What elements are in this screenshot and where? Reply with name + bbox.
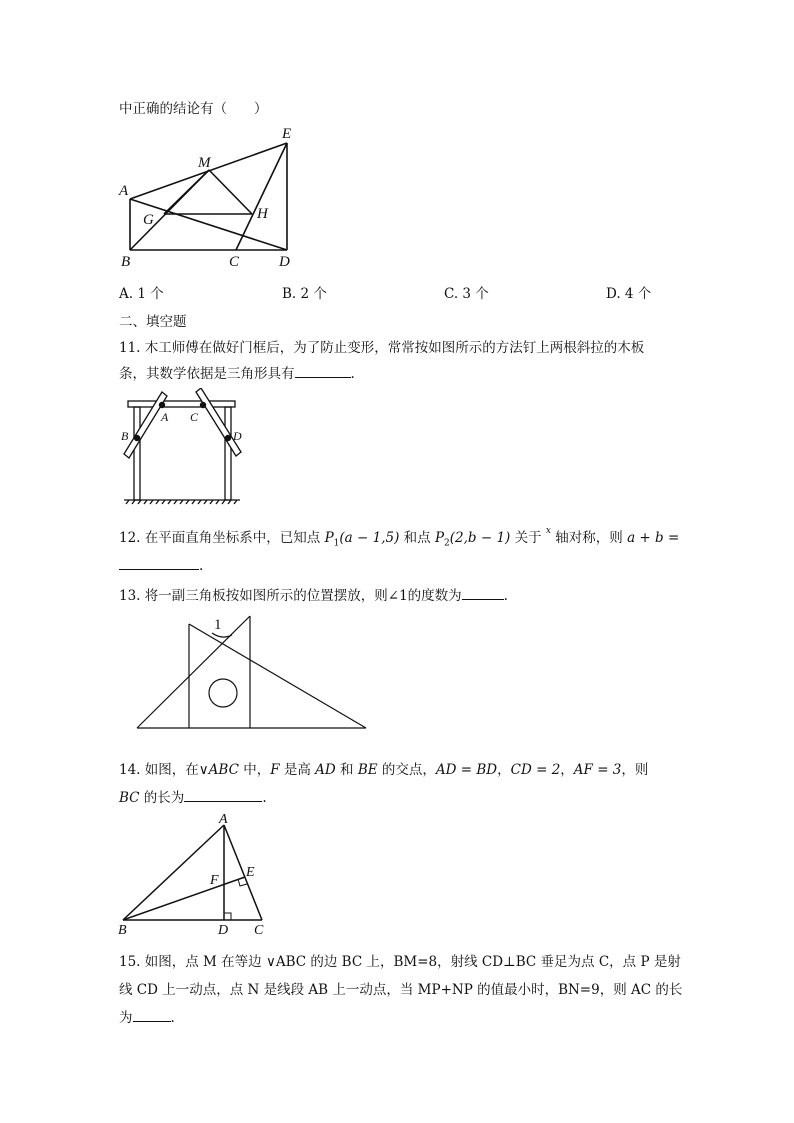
q14-sep2: ， — [560, 762, 574, 778]
q12-p2: P — [434, 530, 445, 546]
q14-cond2: CD = 2 — [510, 762, 561, 778]
q12-expr: a + b = — [627, 530, 680, 546]
q14-label-A: A — [219, 812, 228, 827]
q14-AD: AD — [315, 762, 336, 778]
q15-end: . — [170, 1010, 175, 1026]
q14-text-3: 是高 — [279, 762, 316, 778]
q12-p1-coord: (a − 1,5) — [339, 530, 400, 546]
q10-option-a: A. 1 个 — [119, 286, 164, 302]
q10-label-E: E — [282, 126, 292, 142]
q10-label-D: D — [279, 254, 290, 270]
q11-label-B: B — [121, 429, 129, 443]
q13-angle-label: 1 — [214, 617, 222, 633]
q10-label-B: B — [121, 254, 131, 270]
q15-line1: 15. 如图，点 M 在等边 ∨ABC 的边 BC 上，BM=8，射线 CD⊥BC 垂足为点 C，点 P 是射 — [119, 954, 681, 970]
q10-label-H: H — [257, 206, 268, 222]
q14-text-4: 和 — [335, 762, 358, 778]
q12-end: . — [199, 558, 204, 574]
q10-figure — [112, 120, 312, 272]
q14-line2 — [119, 786, 267, 806]
q12-text-1: 12. 在平面直角坐标系中，已知点 — [119, 530, 325, 546]
q14-F: F — [270, 762, 280, 778]
q10-label-C: C — [229, 254, 240, 270]
q10-label-M: M — [198, 155, 211, 171]
q10-option-d: D. 4 个 — [606, 286, 652, 302]
q12-p2-coord: (2,b − 1) — [449, 530, 511, 546]
q12-p1: P — [324, 530, 334, 546]
q12-line2 — [119, 555, 203, 574]
q14-label-D: D — [218, 923, 229, 938]
q14-label-C: C — [254, 923, 264, 938]
q14-line1 — [119, 758, 648, 778]
q11-label-C: C — [190, 410, 199, 424]
q10-option-b: B. 2 个 — [282, 286, 327, 302]
q11-label-A: A — [161, 410, 169, 424]
q11-figure — [118, 388, 244, 508]
q14-figure — [112, 808, 274, 938]
q14-text-5: 的交点， — [377, 762, 436, 778]
q11-answer-blank[interactable] — [295, 363, 351, 378]
q12-answer-blank[interactable] — [119, 555, 199, 570]
q14-cond1: AD = BD — [435, 762, 498, 778]
q15-text-3: 为 — [119, 1010, 133, 1026]
q12-x: x — [545, 526, 551, 536]
q14-text-6: ，则 — [621, 762, 649, 778]
q13-answer-blank[interactable] — [462, 585, 504, 600]
q12-text-2: 和点 — [399, 530, 435, 546]
q12-text-4: 轴对称，则 — [550, 530, 628, 546]
q12-p1-sub: 1 — [333, 538, 340, 549]
q15-line2: 线 CD 上一动点，点 N 是线段 AB 上一动点，当 MP+NP 的值最小时，BN=9，则 AC 的长 — [119, 982, 683, 998]
q13-line — [119, 584, 508, 604]
q14-sep1: ， — [497, 762, 511, 778]
q13-figure — [130, 608, 374, 734]
q13-text: 13. 将一副三角板按如图所示的位置摆放，则∠1的度数为 — [119, 588, 462, 604]
q15-answer-blank[interactable] — [133, 1007, 171, 1022]
q11-label-D: D — [233, 429, 242, 443]
q14-end: . — [262, 790, 267, 806]
q14-label-F: F — [210, 873, 219, 888]
q14-text-2: 中， — [238, 762, 271, 778]
q13-end: . — [503, 588, 508, 604]
q12-text-3: 关于 — [510, 530, 546, 546]
q15-line3 — [119, 1006, 175, 1026]
q10-text: 中正确的结论有（ ） — [119, 101, 268, 117]
q14-BC: BC — [119, 790, 140, 806]
q12-p2-sub: 2 — [444, 538, 450, 549]
q10-label-G: G — [143, 212, 154, 228]
q11-line2-text: 条，其数学依据是三角形具有 — [119, 366, 295, 382]
section-heading: 二、填空题 — [119, 314, 187, 330]
q14-text-7: 的长为 — [139, 790, 185, 806]
q14-text-1: 14. 如图，在 — [119, 762, 199, 778]
q14-label-B: B — [118, 923, 127, 938]
q10-label-A: A — [119, 183, 129, 199]
q11-line1: 11. 木工师傅在做好门框后，为了防止变形，常常按如图所示的方法钉上两根斜拉的木板 — [119, 340, 645, 356]
q10-option-c: C. 3 个 — [444, 286, 489, 302]
q12-line1 — [119, 526, 679, 549]
q11-end: . — [350, 366, 355, 382]
q14-answer-blank[interactable] — [184, 787, 262, 802]
q14-BE: BE — [357, 762, 378, 778]
q11-line2 — [119, 362, 355, 382]
q14-tri: ∨ABC — [198, 762, 239, 778]
q14-cond3: AF = 3 — [573, 762, 622, 778]
q14-label-E: E — [246, 865, 255, 880]
